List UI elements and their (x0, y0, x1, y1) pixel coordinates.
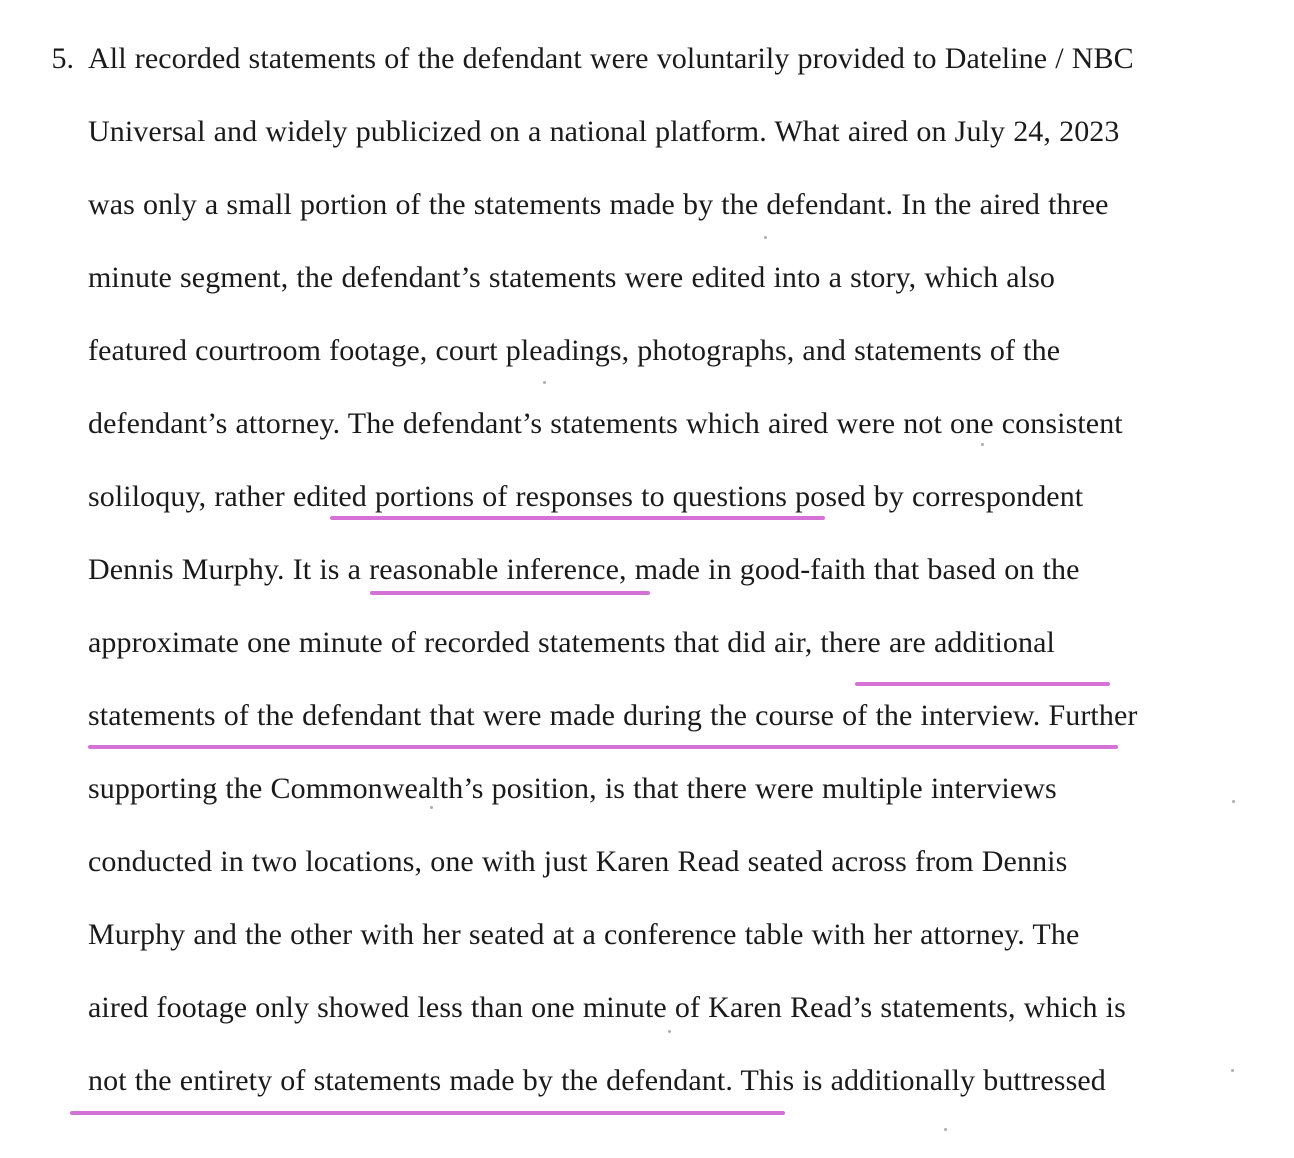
scan-speck (944, 1128, 947, 1131)
text-line: Dennis Murphy. It is a reasonable inference, made in good-faith that based on the (88, 553, 1080, 586)
underline-annotation-5 (70, 1111, 785, 1115)
text-line: was only a small portion of the statements made by the defendant. In the aired three (88, 188, 1109, 221)
text-line: defendant’s attorney. The defendant’s statements which aired were not one consistent (88, 407, 1123, 440)
numbered-paragraph-5 (40, 22, 1204, 1117)
underline-annotation-3 (855, 682, 1110, 686)
paragraph-text (88, 22, 1204, 1117)
text-line: statements of the defendant that were made during the course of the interview. Further (88, 699, 1138, 732)
scan-speck (764, 236, 767, 239)
underline-annotation-1 (330, 516, 825, 520)
text-line: aired footage only showed less than one minute of Karen Read’s statements, which is (88, 991, 1126, 1024)
text-line: All recorded statements of the defendant were voluntarily provided to Dateline / NBC (88, 42, 1134, 75)
scan-speck (430, 806, 433, 809)
text-line: Murphy and the other with her seated at a conference table with her attorney. The (88, 918, 1080, 951)
scan-speck (1231, 1069, 1234, 1072)
text-line: Universal and widely publicized on a national platform. What aired on July 24, 2023 (88, 115, 1120, 148)
list-item-number: 5. (51, 42, 74, 75)
text-line: soliloquy, rather edited portions of responses to questions posed by correspondent (88, 480, 1084, 513)
underline-annotation-4 (88, 745, 1118, 749)
text-line: conducted in two locations, one with just Karen Read seated across from Dennis (88, 845, 1068, 878)
text-line: not the entirety of statements made by the defendant. This is additionally buttressed (88, 1064, 1106, 1097)
text-line: minute segment, the defendant’s statements were edited into a story, which also (88, 261, 1056, 294)
text-line: featured courtroom footage, court pleadings, photographs, and statements of the (88, 334, 1061, 367)
text-line: approximate one minute of recorded statements that did air, there are additional (88, 626, 1055, 659)
scan-speck (543, 381, 546, 384)
text-line: supporting the Commonwealth’s position, is that there were multiple interviews (88, 772, 1057, 805)
scan-speck (1232, 800, 1235, 803)
scan-speck (668, 1030, 671, 1033)
underline-annotation-2 (370, 591, 650, 595)
scan-speck (981, 443, 984, 446)
